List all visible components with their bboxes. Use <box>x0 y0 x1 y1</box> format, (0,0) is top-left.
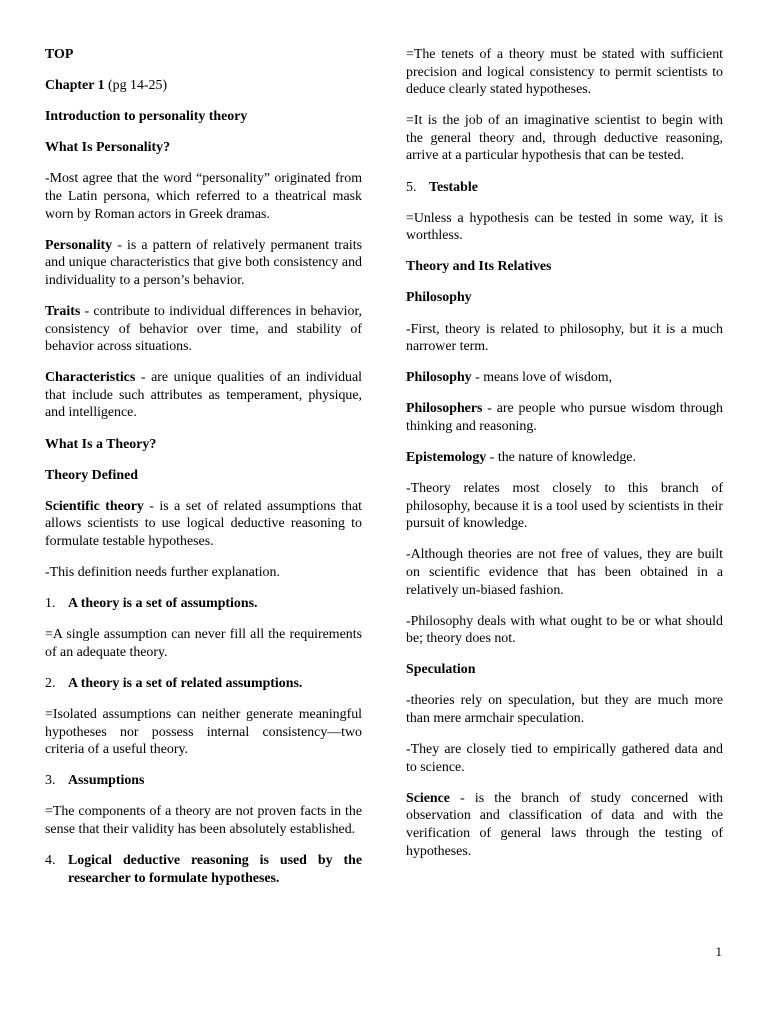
definition-characteristics <box>45 369 362 422</box>
term-scientific-theory: Scientific theory <box>45 498 144 514</box>
definition-scientific-theory <box>45 498 362 551</box>
philosophy-heading: Philosophy <box>406 290 472 306</box>
list-item-1-text: =A single assumption can never fill all the requirements of an adequate theory. <box>45 627 362 660</box>
personality-origin: -Most agree that the word “personality” originated from the Latin persona, which referred to a theatrical mask worn by Roman actors in Greek dramas. <box>45 171 362 222</box>
empirical-text: -They are closely tied to empirically gathered data and to science. <box>406 742 723 775</box>
definition-philosophy <box>406 369 723 387</box>
term-traits: Traits <box>45 303 81 319</box>
theory-defined-heading: Theory Defined <box>45 467 138 483</box>
chapter-label: Chapter 1 <box>45 78 105 94</box>
definition-philosophers <box>406 400 723 435</box>
speculation-heading: Speculation <box>406 662 476 678</box>
list-item-5-text: =Unless a hypothesis can be tested in some way, it is worthless. <box>406 210 723 244</box>
list-item-2-text: =Isolated assumptions can neither generate meaningful hypotheses nor possess internal consistency—two criteria of a useful theory. <box>45 706 362 758</box>
list-item-2 <box>45 675 362 693</box>
list-item-4 <box>45 852 362 887</box>
list-title-1: A theory is a set of assumptions. <box>68 596 258 612</box>
list-title-2: A theory is a set of related assumptions. <box>68 675 303 691</box>
list-number-5: 5. <box>406 179 417 195</box>
list-title-4: Logical deductive reasoning is used by the researcher to formulate hypotheses. <box>68 853 362 886</box>
definition-personality <box>45 237 362 290</box>
text-characteristics: - are unique qualities of an individual that include such attributes as temperament, physique, and intelligence. <box>45 370 362 421</box>
chapter-pages: (pg 14-25) <box>108 78 168 94</box>
list-number-4: 4. <box>45 853 56 868</box>
text-philosophers: - are people who pursue wisdom through thinking and reasoning. <box>406 401 723 434</box>
term-science: Science <box>406 790 450 806</box>
page-number: 1 <box>715 944 722 959</box>
intro-heading: Introduction to personality theory <box>45 109 248 125</box>
personality-heading: What Is Personality? <box>45 140 171 156</box>
term-philosophy: Philosophy <box>406 370 472 386</box>
list-item-3 <box>45 772 362 790</box>
list-item-1 <box>45 595 362 613</box>
text-philosophy: - means love of wisdom, <box>471 370 613 386</box>
definition-epistemology <box>406 449 723 467</box>
definition-traits <box>45 303 362 356</box>
term-philosophers: Philosophers <box>406 401 483 417</box>
theory-heading: What Is a Theory? <box>45 436 157 452</box>
text-epistemology: - the nature of knowledge. <box>486 450 636 465</box>
text-personality: - is a pattern of relatively permanent traits and unique characteristics that give both consistency and individuality to a person’s behavior. <box>45 237 362 288</box>
ought-text: -Philosophy deals with what ought to be or what should be; theory does not. <box>406 613 723 647</box>
term-personality: Personality <box>45 237 113 253</box>
list-number-2: 2. <box>45 675 56 691</box>
left-column <box>45 46 362 901</box>
relatives-heading: Theory and Its Relatives <box>406 259 552 275</box>
further-explanation: -This definition needs further explanation. <box>45 564 280 580</box>
values-text: -Although theories are not free of values, they are built on scientific evidence that has been obtained in a relatively un-biased fashion. <box>406 547 723 598</box>
tenets-text: =The tenets of a theory must be stated with sufficient precision and logical consistency to permit scientists to deduce clearly stated hypotheses. <box>406 47 723 98</box>
term-characteristics: Characteristics <box>45 370 136 386</box>
list-number-3: 3. <box>45 773 56 789</box>
imaginative-text: =It is the job of an imaginative scientist to begin with the general theory and, through deductive reasoning, arrive at a particular hypothesis that can be tested. <box>406 113 723 164</box>
speculation-text: -theories rely on speculation, but they are much more than mere armchair speculation. <box>406 693 723 727</box>
list-item-5 <box>406 179 723 197</box>
list-number-1: 1. <box>45 596 56 612</box>
definition-science <box>406 790 723 860</box>
text-scientific-theory: - is a set of related assumptions that allows scientists to use logical deductive reasoning to formulate testable hypotheses. <box>45 498 362 549</box>
top-label: TOP <box>45 47 74 62</box>
philosophy-intro: -First, theory is related to philosophy, but it is a much narrower term. <box>406 321 723 355</box>
term-epistemology: Epistemology <box>406 450 487 465</box>
branch-text: -Theory relates most closely to this branch of philosophy, because it is a tool used by scientists in their pursuit of knowledge. <box>406 481 723 532</box>
list-title-5: Testable <box>429 179 478 195</box>
chapter-line <box>45 77 362 95</box>
text-traits: - contribute to individual differences in behavior, consistency of behavior over time, and stability of behavior across situations. <box>45 303 362 355</box>
list-item-3-text: =The components of a theory are not proven facts in the sense that their validity has been absolutely established. <box>45 804 362 837</box>
list-title-3: Assumptions <box>68 773 145 789</box>
text-science: - is the branch of study concerned with observation and classification of data and with the verification of general laws through the testing of hypotheses. <box>406 790 723 859</box>
right-column <box>406 46 723 874</box>
